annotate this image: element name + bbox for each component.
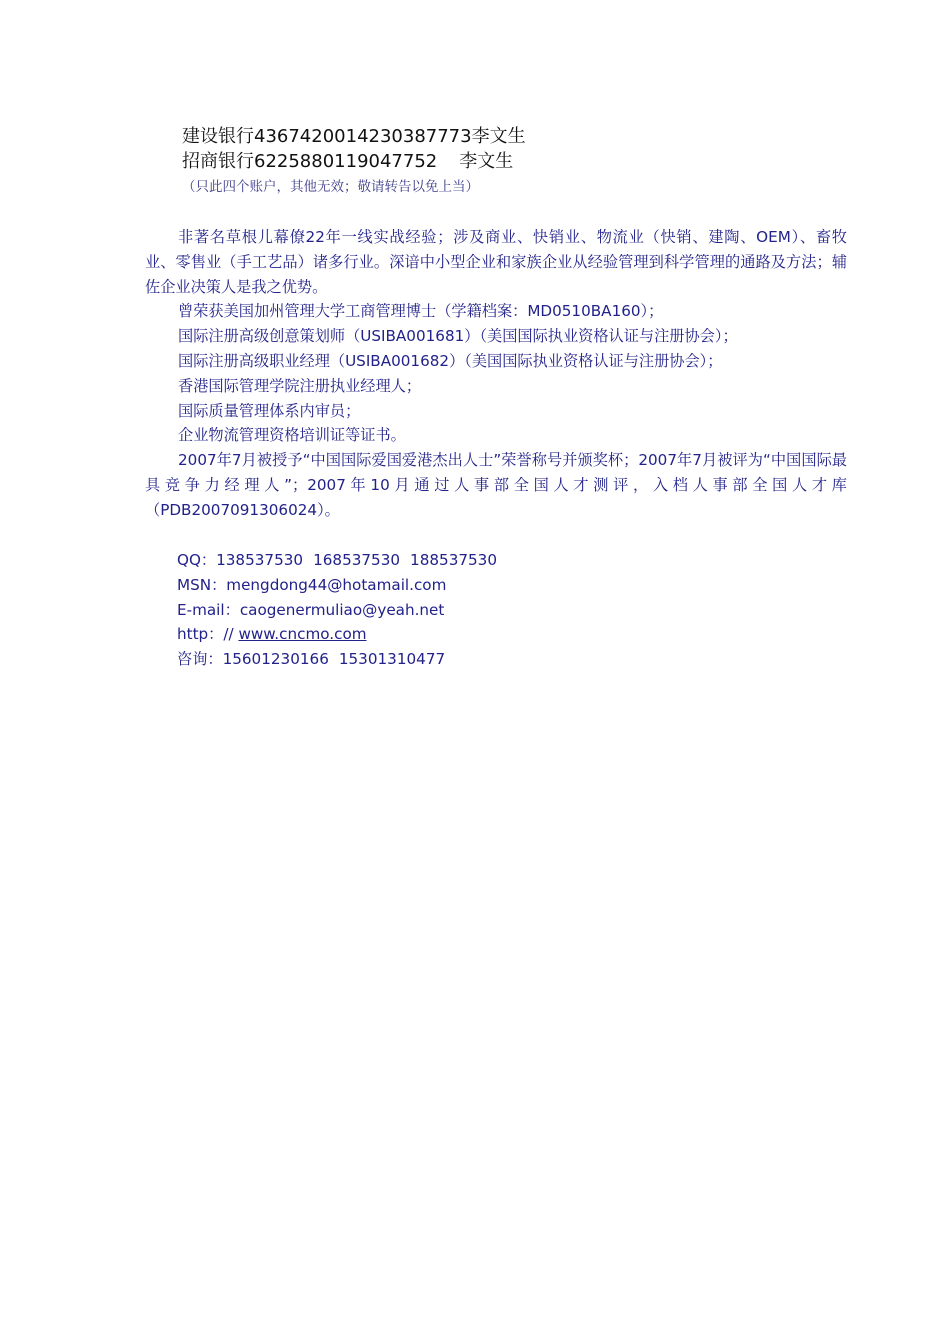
qq-number: 188537530 (410, 551, 498, 569)
phone-number: 15601230166 (222, 650, 329, 669)
contact-info (177, 548, 497, 672)
account-number: 4367420014230387773 (254, 126, 472, 147)
qq-line (177, 548, 497, 573)
credential-item: 国际质量管理体系内审员； (178, 401, 361, 420)
account-holder: 李文生 (471, 126, 526, 147)
credential-item: 国际注册高级创意策划师（USIBA001681）（美国国际执业资格认证与注册协会）； (178, 327, 738, 346)
credential-item: 企业物流管理资格培训证等证书。 (178, 426, 406, 445)
credential-item: 香港国际管理学院注册执业经理人； (178, 376, 421, 395)
msn-line (177, 573, 497, 598)
bank-account-line (182, 150, 513, 174)
qq-label: QQ： (177, 551, 217, 569)
website-line (177, 622, 497, 647)
profile-summary: 非著名草根儿幕僚22年一线实战经验；涉及商业、快销业、物流业（快销、建陶、OEM）、畜牧业、零售业（手工艺品）诸多行业。深谙中小型企业和家族企业从经验管理到科学管理的通路及方法；辅佐企业决策人是我之优势。 (145, 228, 847, 296)
phone-label: 咨询： (177, 650, 223, 669)
bank-name: 建设银行 (182, 126, 254, 147)
phone-line (177, 647, 497, 672)
phone-number: 15301310477 (338, 650, 446, 669)
credential-item: 曾荣获美国加州管理大学工商管理博士（学籍档案：MD0510BA160）； (178, 302, 664, 321)
account-holder: 李文生 (459, 151, 514, 172)
msn-label: MSN： (177, 575, 227, 594)
qq-number: 168537530 (313, 551, 401, 569)
http-label: http：// (177, 625, 234, 644)
bank-account-line (182, 125, 526, 149)
credential-item: 国际注册高级职业经理（USIBA001682）（美国国际执业资格认证与注册协会）； (178, 351, 723, 370)
msn-address: mengdong44@hotamail.com (226, 575, 447, 594)
profile-introduction (145, 225, 847, 523)
email-address: caogenermuliao@yeah.net (239, 600, 445, 619)
email-label: E-mail： (177, 600, 240, 619)
account-number: 6225880119047752 (254, 151, 438, 172)
bank-name: 招商银行 (182, 151, 254, 172)
email-line (177, 598, 497, 623)
honors-paragraph: 2007年7月被授予“中国国际爱国爱港杰出人士”荣誉称号并颁奖杯；2007年7月被评为“中国国际最具竞争力经理人”；2007年10月通过人事部全国人才测评，入档人事部全国人才库（PDB2007091306024）。 (145, 451, 847, 519)
account-notice: （只此四个账户，其他无效；敬请转告以免上当） (182, 179, 479, 195)
website-link[interactable]: www.cncmo.com (238, 625, 367, 644)
qq-number: 138537530 (216, 551, 304, 569)
